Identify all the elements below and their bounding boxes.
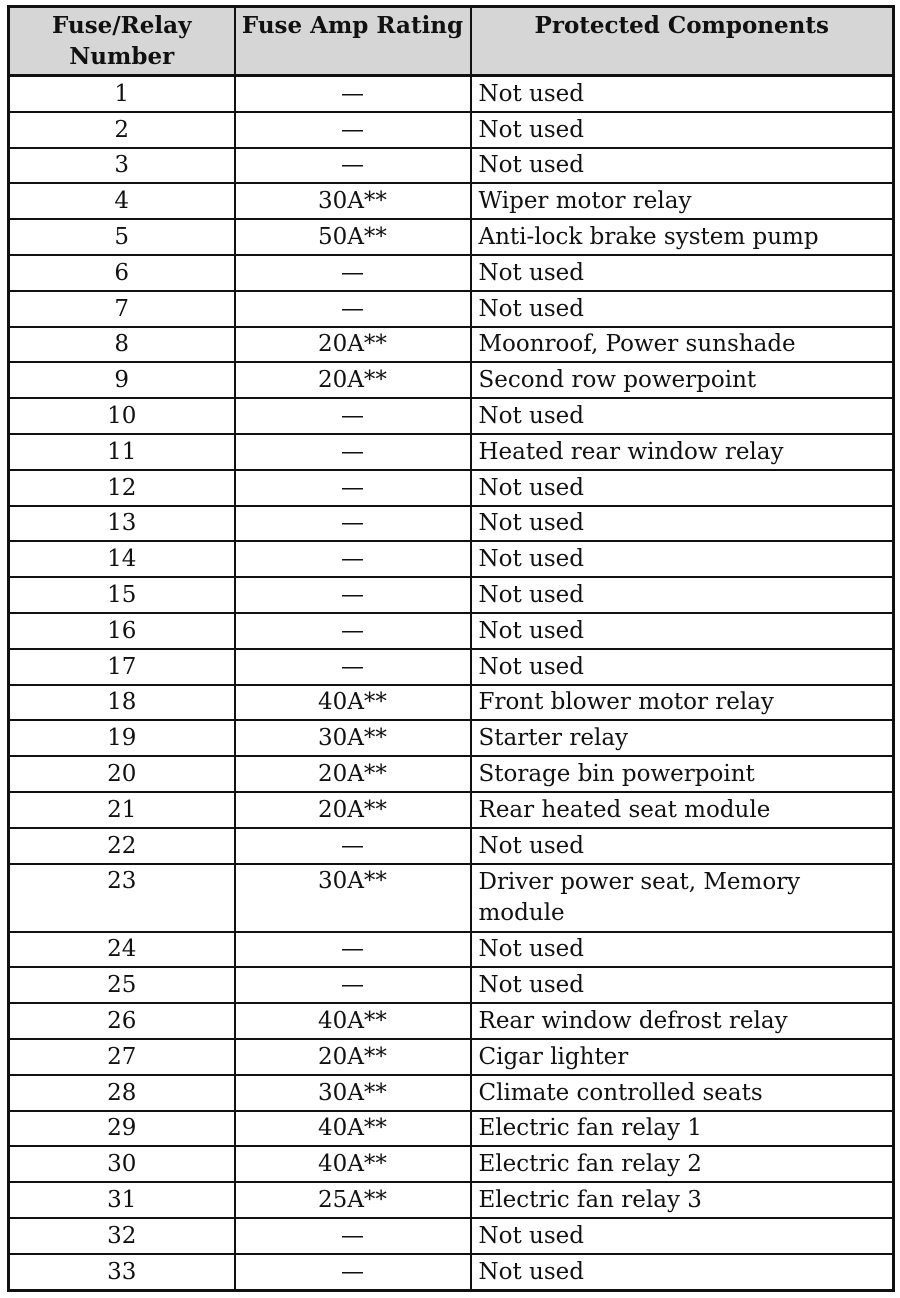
protected-components-cell: Electric fan relay 1 [471,1111,894,1147]
fuse-number-cell: 27 [9,1039,235,1075]
protected-components-cell: Second row powerpoint [471,362,894,398]
amp-rating-cell: — [235,434,471,470]
amp-rating-cell: 40A** [235,1111,471,1147]
table-row [9,434,894,470]
protected-components-cell: Cigar lighter [471,1039,894,1075]
table-row [9,756,894,792]
table-row [9,255,894,291]
table-row [9,291,894,327]
fuse-number-cell: 4 [9,183,235,219]
amp-rating-cell: 20A** [235,327,471,363]
protected-components-cell: Not used [471,1254,894,1290]
fuse-number-cell: 3 [9,148,235,184]
fuse-number-cell: 18 [9,685,235,721]
table-row [9,327,894,363]
fuse-number-cell: 28 [9,1075,235,1111]
table-row [9,577,894,613]
protected-components-cell: Not used [471,148,894,184]
fuse-number-cell: 11 [9,434,235,470]
table-row [9,148,894,184]
protected-components-cell: Rear heated seat module [471,792,894,828]
amp-rating-cell: — [235,577,471,613]
amp-rating-cell: — [235,1254,471,1290]
protected-components-cell: Electric fan relay 3 [471,1182,894,1218]
table-row [9,1111,894,1147]
protected-components-cell: Electric fan relay 2 [471,1146,894,1182]
amp-rating-cell: 40A** [235,1003,471,1039]
amp-rating-cell: — [235,506,471,542]
table-header [9,7,894,76]
fuse-number-cell: 6 [9,255,235,291]
protected-components-cell: Not used [471,76,894,112]
protected-components-cell: Not used [471,967,894,1003]
fuse-number-cell: 8 [9,327,235,363]
table-row [9,112,894,148]
table-row [9,1039,894,1075]
amp-rating-cell: 40A** [235,685,471,721]
protected-components-cell: Not used [471,506,894,542]
table-row [9,792,894,828]
table-row [9,967,894,1003]
amp-rating-cell: — [235,255,471,291]
fuse-number-cell: 24 [9,932,235,968]
table-row [9,932,894,968]
fuse-number-cell: 15 [9,577,235,613]
table-row [9,1003,894,1039]
table-row [9,1075,894,1111]
fuse-number-cell: 23 [9,864,235,932]
protected-components-cell: Anti-lock brake system pump [471,219,894,255]
amp-rating-cell: 50A** [235,219,471,255]
protected-components-cell: Not used [471,255,894,291]
table-row [9,506,894,542]
fuse-number-cell: 10 [9,398,235,434]
table-row [9,183,894,219]
fuse-number-cell: 21 [9,792,235,828]
amp-rating-cell: — [235,1218,471,1254]
fuse-number-cell: 2 [9,112,235,148]
amp-rating-cell: — [235,398,471,434]
amp-rating-cell: — [235,932,471,968]
protected-components-cell: Not used [471,613,894,649]
protected-components-cell: Not used [471,541,894,577]
table-row [9,219,894,255]
table-row [9,1146,894,1182]
protected-components-cell: Front blower motor relay [471,685,894,721]
protected-components-cell: Climate controlled seats [471,1075,894,1111]
fuse-number-cell: 9 [9,362,235,398]
protected-components-cell: Moonroof, Power sunshade [471,327,894,363]
amp-rating-cell: 20A** [235,792,471,828]
header-protected-components: Protected Components [471,7,894,76]
table-row [9,864,894,932]
fuse-number-cell: 16 [9,613,235,649]
amp-rating-cell: — [235,291,471,327]
amp-rating-cell: — [235,76,471,112]
table-row [9,1218,894,1254]
fuse-number-cell: 14 [9,541,235,577]
header-fuse-amp-rating: Fuse Amp Rating [235,7,471,76]
table-row [9,470,894,506]
protected-components-cell: Wiper motor relay [471,183,894,219]
protected-components-cell: Not used [471,577,894,613]
amp-rating-cell: 30A** [235,183,471,219]
protected-components-cell: Rear window defrost relay [471,1003,894,1039]
fuse-number-cell: 26 [9,1003,235,1039]
amp-rating-cell: 20A** [235,756,471,792]
fuse-number-cell: 30 [9,1146,235,1182]
table-row [9,362,894,398]
amp-rating-cell: — [235,470,471,506]
fuse-number-cell: 22 [9,828,235,864]
protected-components-cell: Not used [471,649,894,685]
protected-components-cell: Not used [471,398,894,434]
fuse-number-cell: 1 [9,76,235,112]
header-fuse-relay-number: Fuse/Relay Number [9,7,235,76]
table-row [9,720,894,756]
amp-rating-cell: — [235,613,471,649]
table-row [9,541,894,577]
fuse-number-cell: 19 [9,720,235,756]
protected-components-cell: Not used [471,828,894,864]
table-row [9,76,894,112]
protected-components-cell: Not used [471,112,894,148]
table-row [9,649,894,685]
amp-rating-cell: — [235,649,471,685]
fuse-number-cell: 17 [9,649,235,685]
amp-rating-cell: — [235,148,471,184]
fuse-number-cell: 32 [9,1218,235,1254]
protected-components-cell: Starter relay [471,720,894,756]
fuse-number-cell: 7 [9,291,235,327]
amp-rating-cell: — [235,541,471,577]
fuse-number-cell: 29 [9,1111,235,1147]
fuse-table [7,5,895,1292]
protected-components-cell: Heated rear window relay [471,434,894,470]
fuse-number-cell: 25 [9,967,235,1003]
protected-components-cell: Driver power seat, Memory module [471,864,894,932]
protected-components-cell: Not used [471,291,894,327]
protected-components-cell: Not used [471,932,894,968]
amp-rating-cell: — [235,112,471,148]
table-row [9,685,894,721]
amp-rating-cell: 25A** [235,1182,471,1218]
fuse-number-cell: 31 [9,1182,235,1218]
amp-rating-cell: 30A** [235,1075,471,1111]
header-row [9,7,894,76]
fuse-number-cell: 33 [9,1254,235,1290]
amp-rating-cell: 30A** [235,864,471,932]
protected-components-cell: Not used [471,470,894,506]
amp-rating-cell: 20A** [235,1039,471,1075]
amp-rating-cell: 30A** [235,720,471,756]
fuse-number-cell: 20 [9,756,235,792]
protected-components-cell: Storage bin powerpoint [471,756,894,792]
fuse-number-cell: 5 [9,219,235,255]
table-row [9,828,894,864]
fuse-number-cell: 13 [9,506,235,542]
amp-rating-cell: 20A** [235,362,471,398]
table-row [9,398,894,434]
table-row [9,613,894,649]
fuse-number-cell: 12 [9,470,235,506]
amp-rating-cell: — [235,967,471,1003]
amp-rating-cell: 40A** [235,1146,471,1182]
table-body [9,76,894,1291]
table-row [9,1254,894,1290]
table-row [9,1182,894,1218]
amp-rating-cell: — [235,828,471,864]
protected-components-cell: Not used [471,1218,894,1254]
